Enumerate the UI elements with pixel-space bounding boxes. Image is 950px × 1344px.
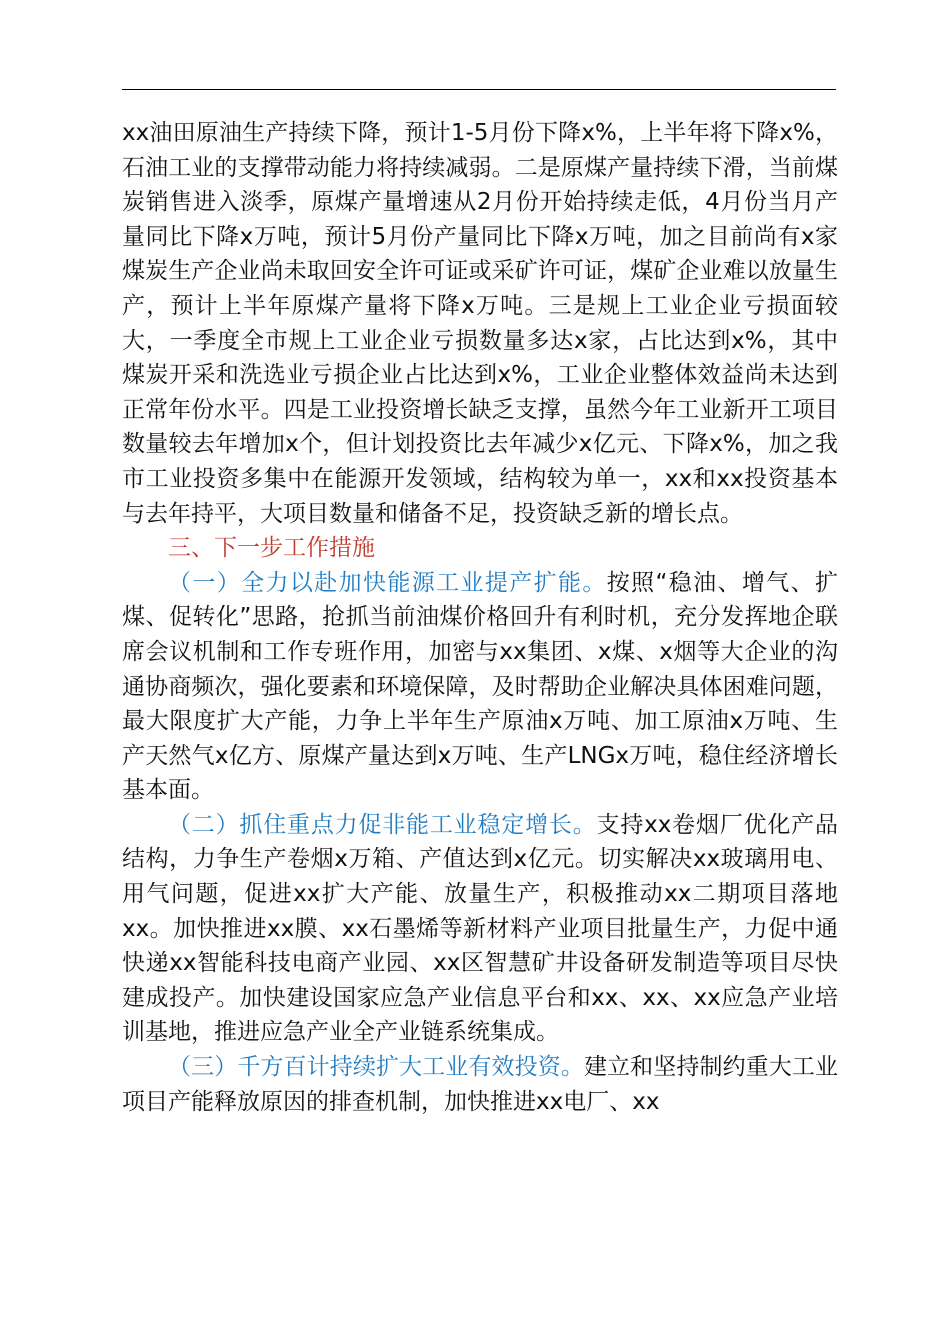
header-rule: [122, 89, 836, 90]
measure-text-2: 支持xx卷烟厂优化产品结构，力争生产卷烟x万箱、产值达到x亿元。切实解决xx玻璃用电、用气问题，促进xx扩大产能、放量生产，积极推动xx二期项目落地xx。加快推进xx膜、xx石墨烯等新材料产业项目批量生产，力促中通快递xx智能科技电商产业园、xx区智慧矿井设备研发制造等项目尽快建成投产。加快建设国家应急产业信息平台和xx、xx、xx应急产业培训基地，推进应急产业全产业链系统集成。: [122, 811, 838, 1046]
document-body: [122, 116, 838, 1119]
section-heading: [122, 531, 838, 566]
measure-text-1: 按照“稳油、增气、扩煤、促转化”思路，抢抓当前油煤价格回升有利时机，充分发挥地企联席会议机制和工作专班作用，加密与xx集团、x煤、x烟等大企业的沟通协商频次，强化要素和环境保障，及时帮助企业解决具体困难问题，最大限度扩大产能，力争上半年生产原油x万吨、加工原油x万吨、生产天然气x亿方、原煤产量达到x万吨、生产LNGx万吨，稳住经济增长基本面。: [122, 569, 838, 804]
section-heading-text: 三、下一步工作措施: [168, 535, 375, 562]
measure-heading-1: （一）全力以赴加快能源工业提产扩能。: [168, 569, 607, 596]
measure-heading-2: （二）抓住重点力促非能工业稳定增长。: [168, 811, 597, 838]
measure-paragraph-3: [122, 1050, 838, 1119]
paragraph-text: xx油田原油生产持续下降，预计1-5月份下降x%，上半年将下降x%，石油工业的支撑带动能力将持续减弱。二是原煤产量持续下滑，当前煤炭销售进入淡季，原煤产量增速从2月份开始持续走低，4月份当月产量同比下降x万吨，预计5月份产量同比下降x万吨，加之目前尚有x家煤炭生产企业尚未取回安全许可证或采矿许可证，煤矿企业难以放量生产，预计上半年原煤产量将下降x万吨。三是规上工业企业亏损面较大，一季度全市规上工业企业亏损数量多达x家，占比达到x%，其中煤炭开采和洗选业亏损企业占比达到x%，工业企业整体效益尚未达到正常年份水平。四是工业投资增长缺乏支撑，虽然今年工业新开工项目数量较去年增加x个，但计划投资比去年减少x亿元、下降x%，加之我市工业投资多集中在能源开发领域，结构较为单一，xx和xx投资基本与去年持平，大项目数量和储备不足，投资缺乏新的增长点。: [122, 120, 838, 527]
measure-text-3: 建立和坚持制约重大工业项目产能释放原因的排查机制，加快推进xx电厂、xx: [122, 1054, 839, 1115]
measure-paragraph-1: [122, 566, 838, 808]
paragraph-continuation: [122, 116, 838, 531]
measure-heading-3: （三）千方百计持续扩大工业有效投资。: [168, 1054, 584, 1081]
measure-paragraph-2: [122, 808, 838, 1050]
